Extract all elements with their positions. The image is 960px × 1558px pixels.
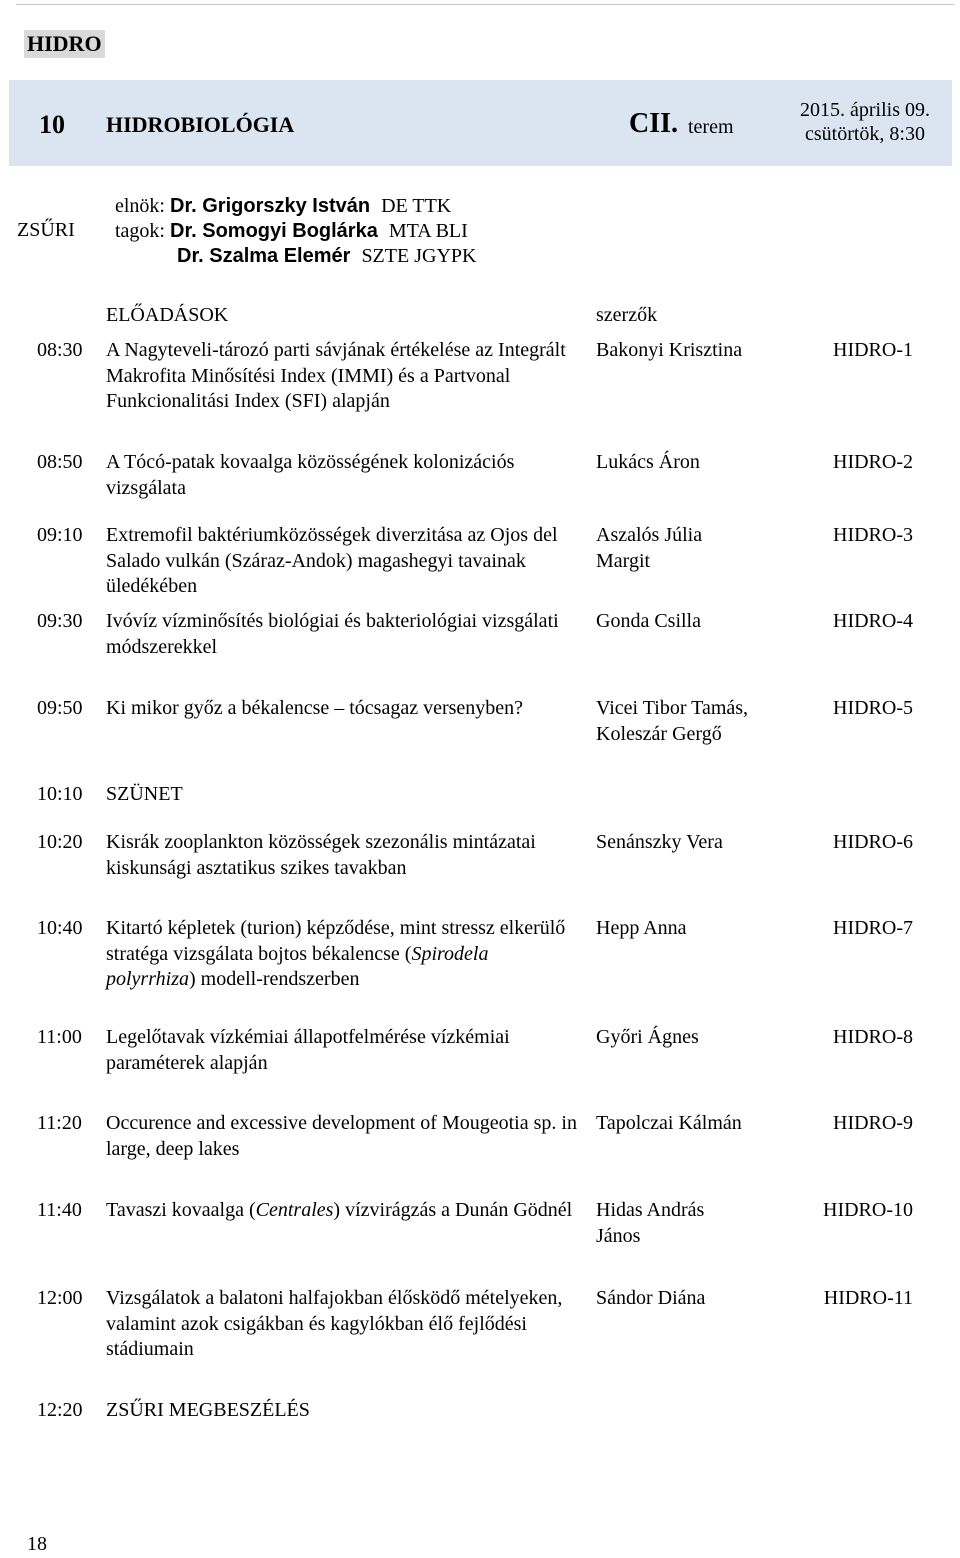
talk-time: 09:10 (37, 524, 83, 546)
title-text: Kitartó képletek (turion) képződése, mint stressz elkerülő stratéga vizsgálata bojtos békalencse ( (106, 917, 566, 965)
session-date (781, 98, 949, 146)
talk-time: 08:30 (37, 339, 83, 361)
jury-member (115, 219, 468, 243)
page-number: 18 (27, 1533, 47, 1555)
talk-time: 10:10 (37, 783, 83, 805)
top-rule (16, 4, 954, 5)
talk-time: 12:20 (37, 1399, 83, 1421)
date-line: 2015. április 09. (800, 99, 930, 121)
jury-name: Dr. Somogyi Boglárka (170, 220, 378, 242)
session-header (9, 80, 952, 166)
talk-time: 12:00 (37, 1287, 83, 1309)
taxon-name: Centrales (255, 1199, 334, 1221)
talk-authors: Senánszky Vera (596, 831, 723, 853)
title-text: ) vízvirágzás a Dunán Gödnél (333, 1199, 573, 1221)
talk-time: 11:20 (37, 1112, 82, 1134)
talk-time: 09:50 (37, 697, 83, 719)
title-text: Tavaszi kovaalga ( (106, 1199, 256, 1221)
jury-label: ZSŰRI (17, 219, 75, 241)
talk-code: HIDRO-5 (833, 697, 913, 719)
talk-authors: Vicei Tibor Tamás, Koleszár Gergő (596, 697, 749, 745)
break-label: SZÜNET (106, 783, 183, 805)
talk-authors: Hepp Anna (596, 917, 687, 939)
talk-code: HIDRO-11 (823, 1287, 913, 1309)
talk-title: Kisrák zooplankton közösségek szezonális mintázatai kiskunsági asztatikus szikes tavakban (106, 831, 536, 879)
talk-authors: Sándor Diána (596, 1287, 706, 1309)
day-time-line: csütörtök, 8:30 (805, 123, 925, 145)
session-number: 10 (39, 110, 65, 139)
talk-code: HIDRO-1 (833, 339, 913, 361)
jury-role: tagok: (115, 220, 165, 242)
room-label: terem (688, 116, 734, 138)
talk-authors: Bakonyi Krisztina (596, 339, 743, 361)
talk-authors: Aszalós Júlia Margit (596, 524, 703, 572)
talk-title: Vizsgálatok a balatoni halfajokban élősködő mételyeken, valamint azok csigákban és kagylókban élő fejlődési stádiumain (106, 1287, 563, 1360)
talk-title: Legelőtavak vízkémiai állapotfelmérése vízkémiai paraméterek alapján (106, 1026, 510, 1074)
talk-authors: Gonda Csilla (596, 610, 701, 632)
talk-authors: Hidas András János (596, 1199, 705, 1247)
talk-authors: Tapolczai Kálmán (596, 1112, 742, 1134)
jury-institution: MTA BLI (388, 220, 468, 242)
session-title: HIDROBIOLÓGIA (106, 112, 295, 137)
jury-name: Dr. Grigorszky István (170, 195, 371, 217)
talk-code: HIDRO-3 (833, 524, 913, 546)
jury-role: elnök: (115, 195, 165, 217)
talk-title (106, 1198, 582, 1224)
talk-code: HIDRO-10 (823, 1199, 913, 1221)
talk-authors: Győri Ágnes (596, 1026, 699, 1048)
talk-code: HIDRO-4 (833, 610, 913, 632)
talk-code: HIDRO-6 (833, 831, 913, 853)
talk-title: Extremofil baktériumközösségek diverzitása az Ojos del Salado vulkán (Száraz-Andok) magashegyi tavainak üledékében (106, 524, 558, 597)
jury-institution: SZTE JGYPK (361, 245, 477, 267)
jury-institution: DE TTK (381, 195, 452, 217)
section-tag: HIDRO (24, 30, 105, 58)
talks-column-label: ELŐADÁSOK (106, 304, 229, 326)
talk-title: Ivóvíz vízminősítés biológiai és bakteriológiai vizsgálati módszerekkel (106, 610, 559, 658)
jury-name: Dr. Szalma Elemér (177, 245, 351, 267)
talk-title (106, 916, 582, 993)
talk-title: A Tócó-patak kovaalga közösségének kolonizációs vizsgálata (106, 451, 515, 499)
talk-authors: Lukács Áron (596, 451, 700, 473)
jury-member (177, 244, 476, 268)
title-text: ) modell-rendszerben (188, 968, 360, 990)
talk-code: HIDRO-9 (833, 1112, 913, 1134)
talk-code: HIDRO-2 (833, 451, 913, 473)
species-name: Spirodela polyrrhiza (106, 942, 489, 990)
talk-code: HIDRO-7 (833, 917, 913, 939)
talk-title: A Nagyteveli-tározó parti sávjának értékelése az Integrált Makrofita Minősítési Index (IMMI) és a Partvonal Funkcionalitási Index (SFI) alapján (106, 339, 566, 412)
talk-title: Ki mikor győz a békalencse – tócsagaz versenyben? (106, 697, 524, 719)
talk-time: 09:30 (37, 610, 83, 632)
talk-time: 08:50 (37, 451, 83, 473)
talk-time: 10:40 (37, 917, 83, 939)
talk-title: Occurence and excessive development of Mougeotia sp. in large, deep lakes (106, 1112, 577, 1160)
room-number: CII. (629, 108, 679, 139)
talk-time: 11:40 (37, 1199, 82, 1221)
jury-chair (115, 194, 451, 218)
talk-time: 10:20 (37, 831, 83, 853)
discussion-label: ZSŰRI MEGBESZÉLÉS (106, 1399, 310, 1421)
authors-column-label: szerzők (596, 304, 658, 326)
talk-code: HIDRO-8 (833, 1026, 913, 1048)
talk-time: 11:00 (37, 1026, 82, 1048)
